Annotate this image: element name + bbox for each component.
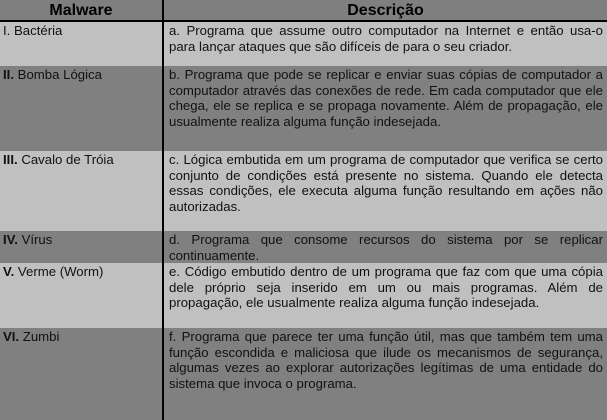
row-numeral: I. — [3, 23, 11, 38]
table-row — [0, 263, 607, 328]
malware-name: Vírus — [17, 232, 53, 247]
description-cell: f. Programa que parece ter uma função útil, mas que também tem uma função escondida e maliciosa que ilude os mecanismos de segurança, algumas vezes ao explorar autorizações legítimas de uma entidade do sistema que invoca o programa. — [163, 328, 607, 420]
malware-name: Zumbi — [19, 329, 60, 344]
description-cell: d. Programa que consome recursos do sistema por se replicar continuamente. — [163, 231, 607, 263]
column-header-malware: Malware — [0, 0, 163, 21]
malware-name-cell — [0, 263, 163, 328]
malware-name: Cavalo de Tróia — [17, 152, 114, 167]
malware-name-cell — [0, 66, 163, 151]
malware-name-cell — [0, 151, 163, 231]
malware-name-cell — [0, 328, 163, 420]
description-cell: a. Programa que assume outro computador na Internet e então usa-o para lançar ataques que são difíceis de para o seu criador. — [163, 21, 607, 66]
row-numeral: II. — [3, 67, 14, 82]
table-header-row — [0, 0, 607, 21]
column-header-description: Descrição — [163, 0, 607, 21]
malware-name: Bomba Lógica — [14, 67, 102, 82]
table-row — [0, 21, 607, 66]
table-row — [0, 328, 607, 420]
description-cell: b. Programa que pode se replicar e enviar suas cópias de computador a computador através das conexões de rede. Em cada computador que ele chega, ele se replica e se propaga novamente. Além de propagação, ele usualmente realiza alguma função indesejada. — [163, 66, 607, 151]
row-numeral: VI. — [3, 329, 20, 344]
table-row — [0, 66, 607, 151]
table-row — [0, 231, 607, 263]
row-numeral: III. — [3, 152, 18, 167]
description-cell: e. Código embutido dentro de um programa que faz com que uma cópia dele próprio seja inserido em um ou mais programas. Além de propagação, ele usualmente realiza alguma função indesejada. — [163, 263, 607, 328]
malware-name: Bactéria — [10, 23, 63, 38]
row-numeral: V. — [3, 264, 15, 279]
table-row — [0, 151, 607, 231]
malware-name-cell — [0, 231, 163, 263]
malware-name-cell — [0, 21, 163, 66]
row-numeral: IV. — [3, 232, 18, 247]
description-cell: c. Lógica embutida em um programa de computador que verifica se certo conjunto de condições está presente no sistema. Quando ele detecta essas condições, ele executa alguma função resultando em ações não autorizadas. — [163, 151, 607, 231]
malware-name: Verme (Worm) — [14, 264, 104, 279]
